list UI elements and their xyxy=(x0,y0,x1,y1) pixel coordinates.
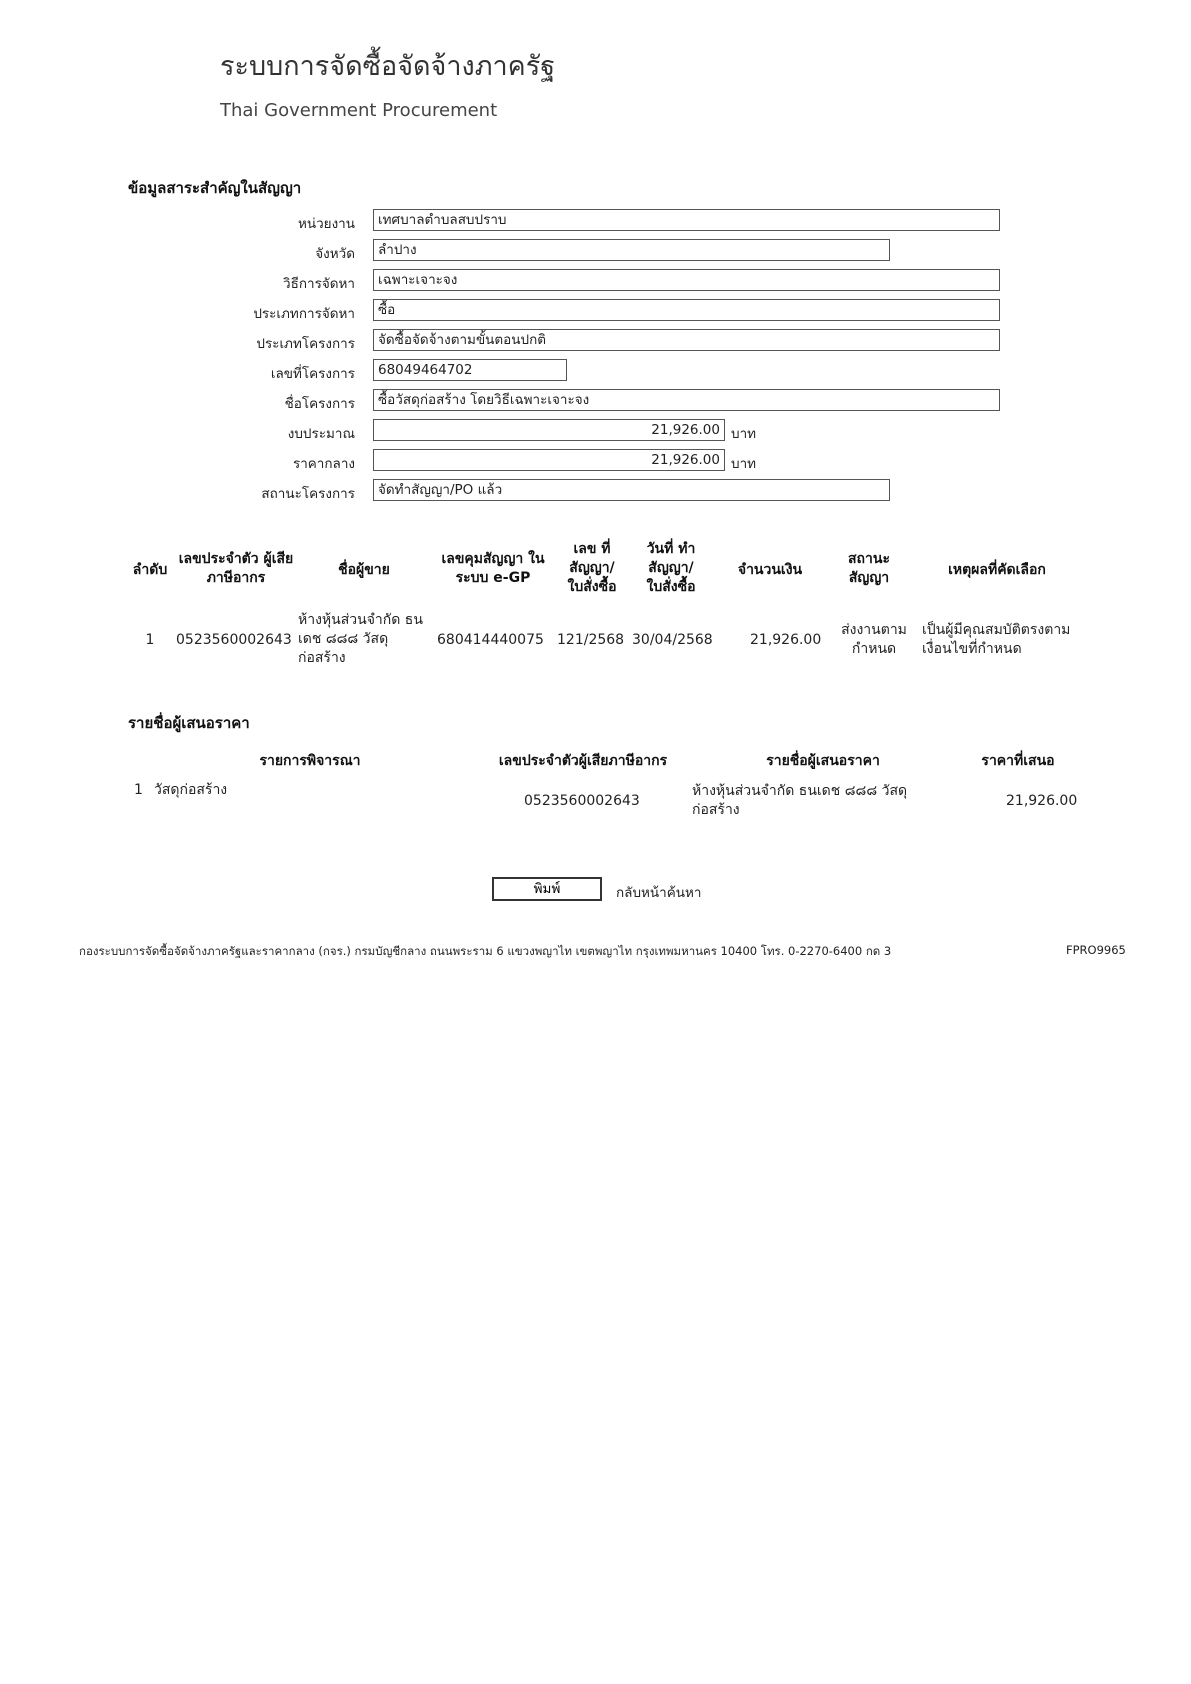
bidder-col-header-price: ราคาที่เสนอ xyxy=(981,753,1055,769)
province-field: ลำปาง xyxy=(373,239,890,261)
col-header-contract-number: เลข ที่สัญญา/ ใบสั่งซื้อ xyxy=(567,541,617,595)
project-type-field: จัดซื้อจัดจ้างตามขั้นตอนปกติ xyxy=(373,329,1000,351)
bidder-col-header-item: รายการพิจารณา xyxy=(259,753,361,769)
procurement-type-field: ซื้อ xyxy=(373,299,1000,321)
col-header-amount: จำนวนเงิน xyxy=(737,562,803,578)
col-header-no: ลำดับ xyxy=(132,562,168,578)
contract-row-amount: 21,926.00 xyxy=(750,632,822,648)
budget-field: 21,926.00 xyxy=(373,419,725,441)
project-status-label: สถานะโครงการ xyxy=(261,486,355,502)
summary-heading: ข้อมูลสาระสำคัญในสัญญา xyxy=(128,179,302,197)
col-header-contract-status: สถานะ สัญญา xyxy=(848,551,890,586)
budget-unit: บาท xyxy=(731,426,757,442)
contract-row-reason: เป็นผู้มีคุณสมบัติตรงตาม เงื่อนไขที่กำหนด xyxy=(922,622,1071,657)
back-to-search-link[interactable]: กลับหน้าค้นหา xyxy=(616,885,702,901)
footer-address: กองระบบการจัดซื้อจัดจ้างภาครัฐและราคากลาง (กจร.) กรมบัญชีกลาง ถนนพระราม 6 แขวงพญาไท เขตพญาไท กรุงเทพมหานคร 10400 โทร. 0-2270-6400 กด 3 xyxy=(79,944,892,958)
contract-row-tax-id: 0523560002643 xyxy=(176,632,292,648)
bidder-col-header-name: รายชื่อผู้เสนอราคา xyxy=(766,753,880,769)
page-title: ระบบการจัดซื้อจัดจ้างภาครัฐ xyxy=(220,51,556,82)
procurement-type-label: ประเภทการจัดหา xyxy=(253,306,355,322)
agency-label: หน่วยงาน xyxy=(297,216,355,232)
reference-price-unit: บาท xyxy=(731,456,757,472)
print-button[interactable]: พิมพ์ xyxy=(492,877,602,901)
bidder-row-price: 21,926.00 xyxy=(1006,793,1078,809)
col-header-egp-number: เลขคุมสัญญา ในระบบ e-GP xyxy=(441,551,545,586)
project-type-label: ประเภทโครงการ xyxy=(256,336,355,352)
agency-field: เทศบาลตำบลสบปราบ xyxy=(373,209,1000,231)
bidder-row-name: ห้างหุ้นส่วนจำกัด ธนเดช ๘๘๘ วัสดุ ก่อสร้าง xyxy=(692,783,908,818)
bidder-row-tax-id: 0523560002643 xyxy=(524,793,640,809)
bidder-row-item: วัสดุก่อสร้าง xyxy=(154,782,228,798)
method-label: วิธีการจัดหา xyxy=(283,276,355,292)
project-status-field: จัดทำสัญญา/PO แล้ว xyxy=(373,479,890,501)
reference-price-field: 21,926.00 xyxy=(373,449,725,471)
contract-row-no: 1 xyxy=(145,632,155,648)
col-header-reason: เหตุผลที่คัดเลือก xyxy=(948,562,1046,578)
bidder-row-no: 1 xyxy=(134,782,143,798)
col-header-contract-date: วันที่ ทำสัญญา/ ใบสั่งซื้อ xyxy=(646,541,696,595)
project-number-label: เลขที่โครงการ xyxy=(270,366,355,382)
contract-row-contract-number: 121/2568 xyxy=(557,632,625,648)
contract-row-seller: ห้างหุ้นส่วนจำกัด ธน เดช ๘๘๘ วัสดุ ก่อสร้าง xyxy=(298,612,423,666)
footer-code: FPRO9965 xyxy=(1066,943,1126,957)
bidders-heading: รายชื่อผู้เสนอราคา xyxy=(128,714,250,732)
bidder-col-header-tax-id: เลขประจำตัวผู้เสียภาษีอากร xyxy=(498,753,668,769)
budget-label: งบประมาณ xyxy=(287,426,355,442)
contract-row-status: ส่งงานตาม กำหนด xyxy=(841,622,907,657)
reference-price-label: ราคากลาง xyxy=(292,456,355,472)
province-label: จังหวัด xyxy=(315,246,355,262)
contract-row-contract-date: 30/04/2568 xyxy=(632,632,713,648)
project-number-field: 68049464702 xyxy=(373,359,567,381)
method-field: เฉพาะเจาะจง xyxy=(373,269,1000,291)
contract-row-egp-number: 680414440075 xyxy=(437,632,544,648)
project-name-label: ชื่อโครงการ xyxy=(284,396,355,412)
col-header-tax-id: เลขประจำตัว ผู้เสียภาษีอากร xyxy=(178,551,294,586)
col-header-seller: ชื่อผู้ขาย xyxy=(338,562,390,578)
page-subtitle: Thai Government Procurement xyxy=(220,100,498,121)
project-name-field: ซื้อวัสดุก่อสร้าง โดยวิธีเฉพาะเจาะจง xyxy=(373,389,1000,411)
